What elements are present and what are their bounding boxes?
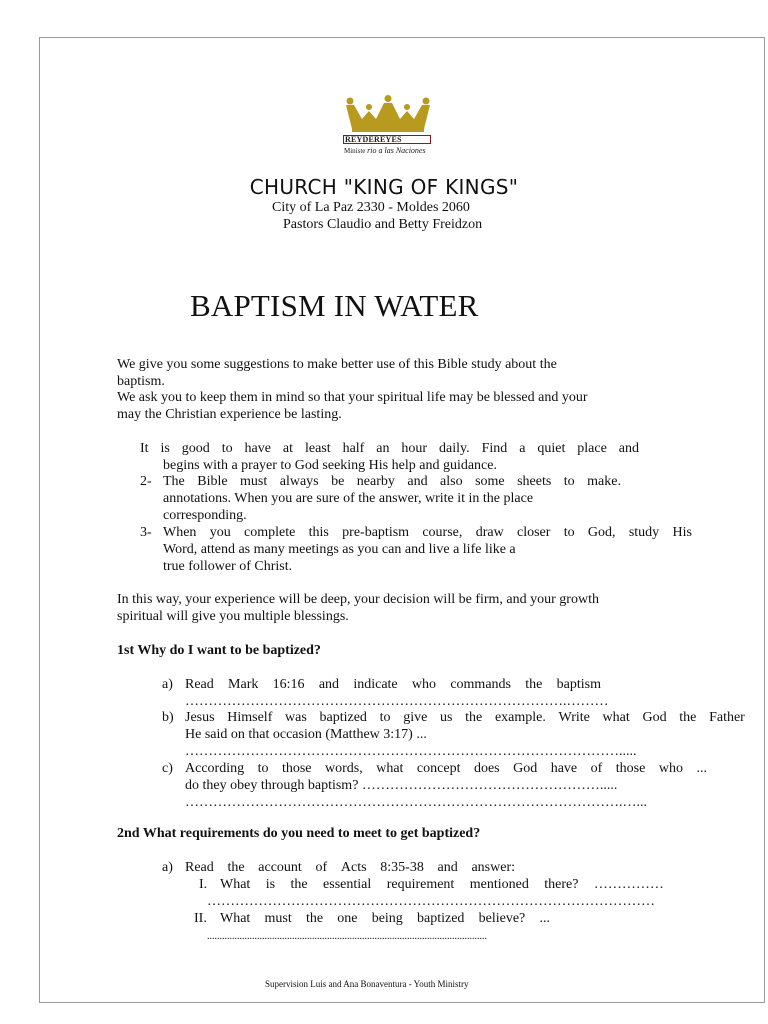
word: always (279, 474, 319, 489)
word: believe? (478, 911, 526, 926)
word: what (376, 761, 404, 776)
word: the (525, 677, 543, 692)
word: account (258, 860, 302, 875)
word: 8:35-38 (380, 860, 424, 875)
word: His (672, 525, 692, 540)
word: mentioned (469, 877, 529, 892)
word: there? (544, 877, 579, 892)
q1-c-label: c) (162, 761, 173, 776)
word: quiet (537, 441, 566, 456)
word: words, (325, 761, 363, 776)
word: answer: (471, 860, 515, 875)
word: indicate (353, 677, 398, 692)
word: have (550, 761, 578, 776)
word: When (163, 525, 197, 540)
word: concept (416, 761, 461, 776)
word: to (563, 474, 575, 489)
word: the (305, 911, 324, 926)
word: sheets (517, 474, 552, 489)
q1-c-line-1 (185, 761, 707, 777)
q2-ii-line (220, 911, 550, 927)
word: According (185, 761, 245, 776)
ministry-logo (340, 95, 436, 157)
word: was (285, 710, 307, 725)
word: least (304, 441, 331, 456)
word: Bible (197, 474, 228, 489)
word: Find (481, 441, 508, 456)
q1-b-line-2: He said on that occasion (Matthew 3:17) ... (185, 727, 427, 742)
word: make. (587, 474, 621, 489)
intro-line: may the Christian experience be lasting. (117, 407, 342, 423)
word: baptized (319, 710, 367, 725)
word: Acts (340, 860, 367, 875)
word: Write (558, 710, 590, 725)
question-2-heading: 2nd What requirements do you need to meet to get baptized? (117, 826, 481, 841)
q1-b-line-1 (185, 710, 745, 726)
closing-line: spiritual will give you multiple blessings. (117, 608, 349, 624)
logo-sub-italic: rio a las Naciones (367, 146, 426, 155)
word: study (628, 525, 660, 540)
word: requirement (386, 877, 455, 892)
word: one (337, 911, 358, 926)
word: give (403, 710, 428, 725)
word: Jesus (185, 710, 215, 725)
word: and (318, 677, 340, 692)
word: the (227, 860, 245, 875)
word: ... (696, 761, 707, 776)
crown-icon (340, 95, 436, 135)
q2-ii-answer-line[interactable]: ................................................................................................................ (207, 931, 487, 942)
word: example. (494, 710, 546, 725)
word: what (602, 710, 630, 725)
word: must (240, 474, 268, 489)
word: be (331, 474, 345, 489)
word: also (440, 474, 463, 489)
word: those (281, 761, 312, 776)
word: at (282, 441, 294, 456)
word: half (342, 441, 365, 456)
word: us (440, 710, 453, 725)
church-name: CHURCH "KING OF KINGS" (249, 175, 519, 199)
word: the (290, 877, 308, 892)
word: an (376, 441, 390, 456)
word: ... (539, 911, 550, 926)
word: of (315, 860, 328, 875)
suggestion-2-number: 2- (140, 474, 152, 489)
word: you (209, 525, 231, 540)
suggestion-3-line-2: Word, attend as many meetings as you can and live a life like a (163, 542, 516, 557)
word: place (577, 441, 607, 456)
q1-b-label: b) (162, 710, 174, 725)
word: this (308, 525, 329, 540)
word: a (519, 441, 526, 456)
intro-line: We give you some suggestions to make better use of this Bible study about the (117, 357, 557, 372)
word: and (437, 860, 458, 875)
closing-paragraph (117, 592, 599, 625)
q1-c-line-2[interactable]: do they obey through baptism? ……………………………………………..... (185, 778, 618, 793)
word: closer (516, 525, 551, 540)
word: some (475, 474, 505, 489)
word: Mark (228, 677, 259, 692)
suggestion-2-line-2: annotations. When you are sure of the answer, write it in the place (163, 491, 534, 506)
logo-brand-text: REYDEREYES (345, 135, 402, 144)
q1-a-line-1 (185, 677, 601, 693)
word: have (244, 441, 271, 456)
q2-i-line (220, 877, 664, 893)
intro-line: baptism. (117, 373, 165, 389)
word: What (220, 877, 251, 892)
word: daily. (439, 441, 470, 456)
q2-a-line-1 (185, 860, 515, 876)
word: who (411, 677, 437, 692)
word: to (257, 761, 269, 776)
closing-line: In this way, your experience will be deep, your decision will be firm, and your growth (117, 592, 599, 607)
q1-a-answer-line[interactable]: ……………………………………………………………………….……… (185, 694, 609, 709)
word: those (615, 761, 646, 776)
suggestion-1-line-1 (140, 441, 639, 457)
suggestion-3-line-3: true follower of Christ. (163, 559, 293, 574)
word: good (181, 441, 210, 456)
word: Father (709, 710, 745, 725)
word: is (265, 877, 276, 892)
word: who (658, 761, 683, 776)
word: …………… (593, 877, 664, 892)
q1-c-answer-line[interactable]: ………………………………………………………………………………….…... (185, 795, 647, 810)
word: What (220, 911, 251, 926)
suggestion-1-line-2: begins with a prayer to God seeking His help and guidance. (163, 458, 497, 473)
logo-sub-small: Ministe (344, 147, 366, 155)
suggestion-3-line-1 (163, 525, 692, 541)
suggestion-2-line-3: corresponding. (163, 508, 247, 523)
word: complete (244, 525, 296, 540)
footer-credit: Supervision Luis and Ana Bonaventura - Youth Ministry (265, 979, 469, 989)
q2-a-label: a) (162, 860, 173, 875)
word: hour (401, 441, 428, 456)
word: pre-baptism (342, 525, 410, 540)
q1-b-answer-line[interactable]: …………………………………………………………………………………..... (185, 744, 637, 759)
word: commands (450, 677, 511, 692)
word: course, (422, 525, 463, 540)
q2-ii-label: II. (194, 911, 207, 926)
word: It (140, 441, 149, 456)
logo-subtitle (344, 146, 426, 155)
word: The (163, 474, 185, 489)
word: the (679, 710, 697, 725)
word: does (473, 761, 500, 776)
word: draw (475, 525, 504, 540)
word: to (221, 441, 233, 456)
page-title: BAPTISM IN WATER (190, 288, 479, 323)
word: Read (185, 677, 214, 692)
word: baptism (556, 677, 601, 692)
suggestion-2-line-1 (163, 474, 621, 490)
church-pastors: Pastors Claudio and Betty Freidzon (283, 217, 483, 232)
word: is (160, 441, 170, 456)
q2-i-label: I. (199, 877, 208, 892)
word: nearby (356, 474, 395, 489)
question-1-heading: 1st Why do I want to be baptized? (117, 643, 321, 658)
word: the (465, 710, 483, 725)
word: God, (587, 525, 616, 540)
word: God (642, 710, 667, 725)
word: God (513, 761, 538, 776)
suggestion-3-number: 3- (140, 525, 152, 540)
word: to (563, 525, 575, 540)
word: essential (323, 877, 372, 892)
word: must (264, 911, 292, 926)
word: and (618, 441, 639, 456)
word: being (371, 911, 403, 926)
q1-a-label: a) (162, 677, 173, 692)
word: to (379, 710, 391, 725)
word: Read (185, 860, 214, 875)
word: Himself (227, 710, 273, 725)
q2-i-answer-line[interactable]: …………………………………………………………………………………… (207, 894, 655, 909)
word: baptized (417, 911, 465, 926)
church-address: City of La Paz 2330 - Moldes 2060 (272, 200, 470, 215)
intro-line: We ask you to keep them in mind so that your spiritual life may be blessed and your (117, 390, 588, 406)
word: 16:16 (272, 677, 305, 692)
word: and (407, 474, 428, 489)
word: of (590, 761, 603, 776)
intro-paragraph (117, 357, 588, 424)
